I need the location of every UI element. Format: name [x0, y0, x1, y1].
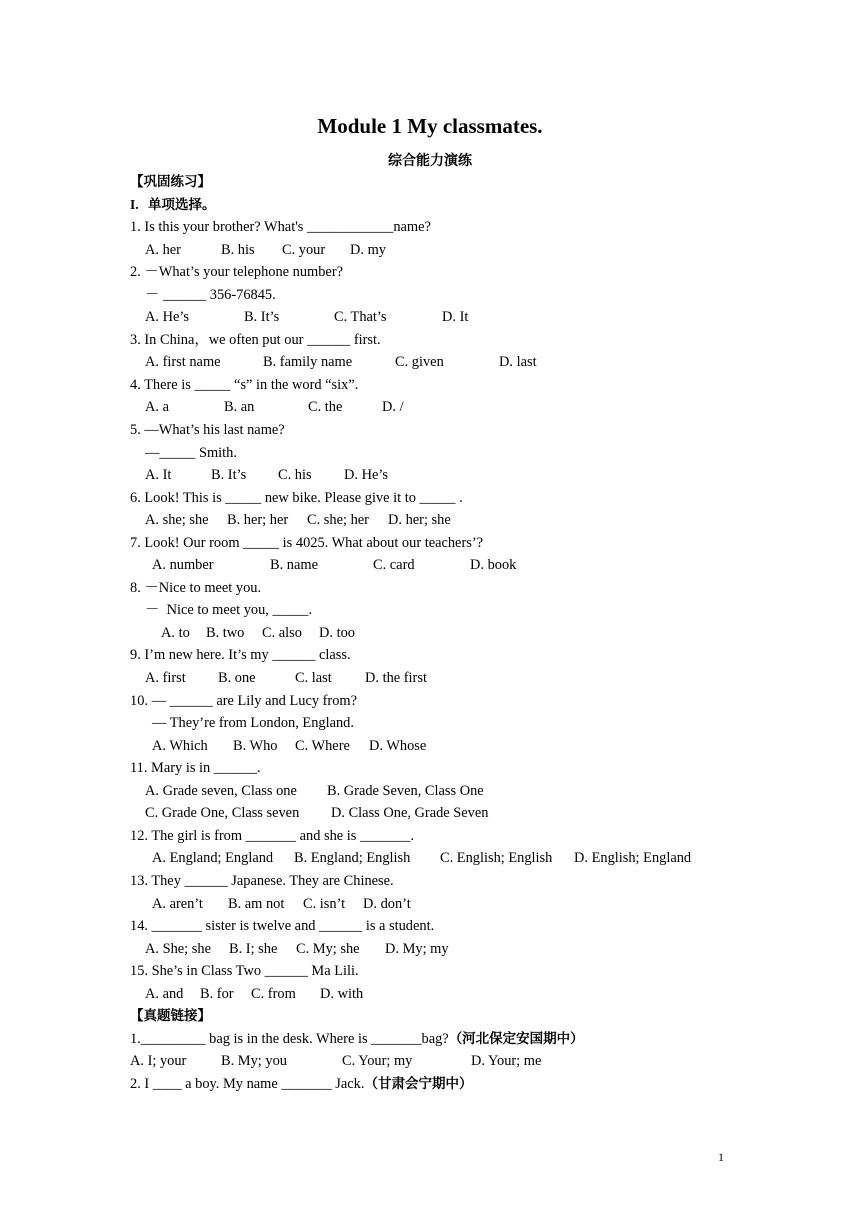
- question-options: [130, 780, 820, 803]
- option: C. That’s: [334, 309, 387, 326]
- option: D. Whose: [369, 737, 427, 754]
- section-heading-practice: 【巩固练习】: [130, 174, 211, 190]
- question-options: [130, 1050, 820, 1073]
- question-stem: 4. There is _____ “s” in the word “six”.: [130, 376, 359, 393]
- option: A. first name: [145, 354, 221, 371]
- question-text: 1._________ bag is in the desk. Where is _______bag?: [130, 1030, 449, 1047]
- option: B. My; you: [221, 1053, 287, 1070]
- option: C. My; she: [296, 940, 360, 957]
- question-stem: 13. They ______ Japanese. They are Chinese.: [130, 872, 394, 889]
- option: A. He’s: [145, 309, 189, 326]
- question-options: [130, 306, 820, 329]
- question-stem: 7. Look! Our room _____ is 4025. What about our teachers’?: [130, 534, 484, 551]
- option: A. and: [145, 985, 184, 1002]
- part-title: 单项选择。: [148, 196, 216, 213]
- question-stem: 8. －Nice to meet you.: [130, 579, 262, 596]
- option: C. isn’t: [303, 895, 346, 912]
- question-options: [130, 351, 820, 374]
- option: D. my: [350, 241, 386, 258]
- option: D. He’s: [344, 467, 388, 484]
- option: B. for: [200, 985, 234, 1002]
- option: C. Where: [295, 737, 350, 754]
- question-stem: 14. _______ sister is twelve and ______ is a student.: [130, 918, 435, 935]
- question-text: 2. I ____ a boy. My name _______ Jack.: [130, 1075, 365, 1092]
- option: D. English; England: [574, 850, 692, 867]
- option: C. Grade One, Class seven: [145, 805, 300, 822]
- question-stem: 1. Is this your brother? What's ____________name?: [130, 219, 431, 236]
- option: C. the: [308, 399, 343, 416]
- question-stem: 10. — ______ are Lily and Lucy from?: [130, 692, 357, 709]
- option: D. Class One, Grade Seven: [331, 805, 489, 822]
- question-stem: 11. Mary is in ______.: [130, 760, 261, 777]
- question-options: [130, 622, 820, 645]
- answer-line: —_____ Smith.: [145, 444, 237, 461]
- question-options: [130, 847, 820, 870]
- option: B. am not: [228, 895, 285, 912]
- question-options: [130, 938, 820, 961]
- option: D. last: [499, 354, 537, 371]
- question-options: [130, 667, 820, 690]
- option: B. I; she: [229, 940, 278, 957]
- option: A. England; England: [152, 850, 274, 867]
- option: C. card: [373, 557, 415, 574]
- option: B. family name: [263, 354, 353, 371]
- question-stem: 9. I’m new here. It’s my ______ class.: [130, 647, 351, 664]
- option: B. Grade Seven, Class One: [327, 782, 484, 799]
- option: A. She; she: [145, 940, 211, 957]
- question-options: [130, 464, 820, 487]
- part-label: I.: [130, 196, 139, 212]
- option: D. Your; me: [471, 1053, 542, 1070]
- option: C. last: [295, 670, 332, 687]
- option: B. two: [206, 624, 245, 641]
- option: B. his: [221, 241, 255, 258]
- option: B. an: [224, 399, 255, 416]
- option: A. It: [145, 467, 172, 484]
- question-source: （河北保定安国期中）: [448, 1030, 584, 1047]
- question-stem: 12. The girl is from _______ and she is _______.: [130, 827, 414, 844]
- question-source: （甘肃会宁期中）: [364, 1075, 473, 1092]
- question-stem: 6. Look! This is _____ new bike. Please give it to _____ .: [130, 489, 463, 506]
- option: D. My; my: [385, 940, 449, 957]
- option: A. number: [152, 557, 214, 574]
- question-options: [130, 802, 820, 825]
- answer-line: — They’re from London, England.: [152, 715, 354, 732]
- question-options: [130, 983, 820, 1006]
- question-options: [130, 735, 820, 758]
- question-options: [130, 239, 820, 262]
- option: A. Which: [152, 737, 208, 754]
- option: D. too: [319, 624, 355, 641]
- option: B. England; English: [294, 850, 411, 867]
- option: A. to: [161, 624, 190, 641]
- option: C. his: [278, 467, 312, 484]
- part-heading: [130, 194, 820, 217]
- option: B. her; her: [227, 512, 289, 529]
- option: B. Who: [233, 737, 278, 754]
- exercise-body: [130, 171, 820, 1095]
- option: C. Your; my: [342, 1053, 413, 1070]
- question-stem: [130, 1073, 820, 1096]
- option: A. her: [145, 241, 181, 258]
- question-options: [130, 893, 820, 916]
- option: A. Grade seven, Class one: [145, 782, 297, 799]
- option: A. I; your: [130, 1053, 187, 1070]
- option: D. don’t: [363, 895, 411, 912]
- answer-line: － ______ 356-76845.: [145, 286, 276, 303]
- option: C. she; her: [307, 512, 369, 529]
- answer-line: － Nice to meet you, _____.: [145, 602, 313, 619]
- question-stem: 15. She’s in Class Two ______ Ma Lili.: [130, 963, 359, 980]
- page-subtitle: 综合能力演练: [388, 153, 472, 169]
- option: D. /: [382, 399, 404, 416]
- option: C. also: [262, 624, 302, 641]
- option: A. a: [145, 399, 169, 416]
- question-options: [130, 509, 820, 532]
- option: D. her; she: [388, 512, 451, 529]
- option: B. It’s: [211, 467, 247, 484]
- question-stem: 2. －What’s your telephone number?: [130, 264, 343, 281]
- question-stem: 3. In China，we often put our ______ first.: [130, 331, 381, 348]
- option: B. It’s: [244, 309, 280, 326]
- option: A. first: [145, 670, 186, 687]
- option: D. with: [320, 985, 364, 1002]
- page-title: Module 1 My classmates.: [317, 114, 543, 138]
- option: C. from: [251, 985, 296, 1002]
- option: C. your: [282, 241, 326, 258]
- option: B. one: [218, 670, 256, 687]
- section-heading-exam: 【真题链接】: [130, 1008, 211, 1025]
- option: D. book: [470, 557, 517, 574]
- option: A. aren’t: [152, 895, 203, 912]
- question-stem: 5. —What’s his last name?: [130, 422, 285, 439]
- page-number: 1: [718, 1150, 724, 1164]
- option: D. It: [442, 309, 469, 326]
- option: A. she; she: [145, 512, 209, 529]
- option: C. English; English: [440, 850, 553, 867]
- option: C. given: [395, 354, 444, 371]
- question-options: [130, 396, 820, 419]
- option: D. the first: [365, 670, 427, 687]
- question-options: [130, 554, 820, 577]
- question-stem: [130, 1028, 820, 1051]
- option: B. name: [270, 557, 318, 574]
